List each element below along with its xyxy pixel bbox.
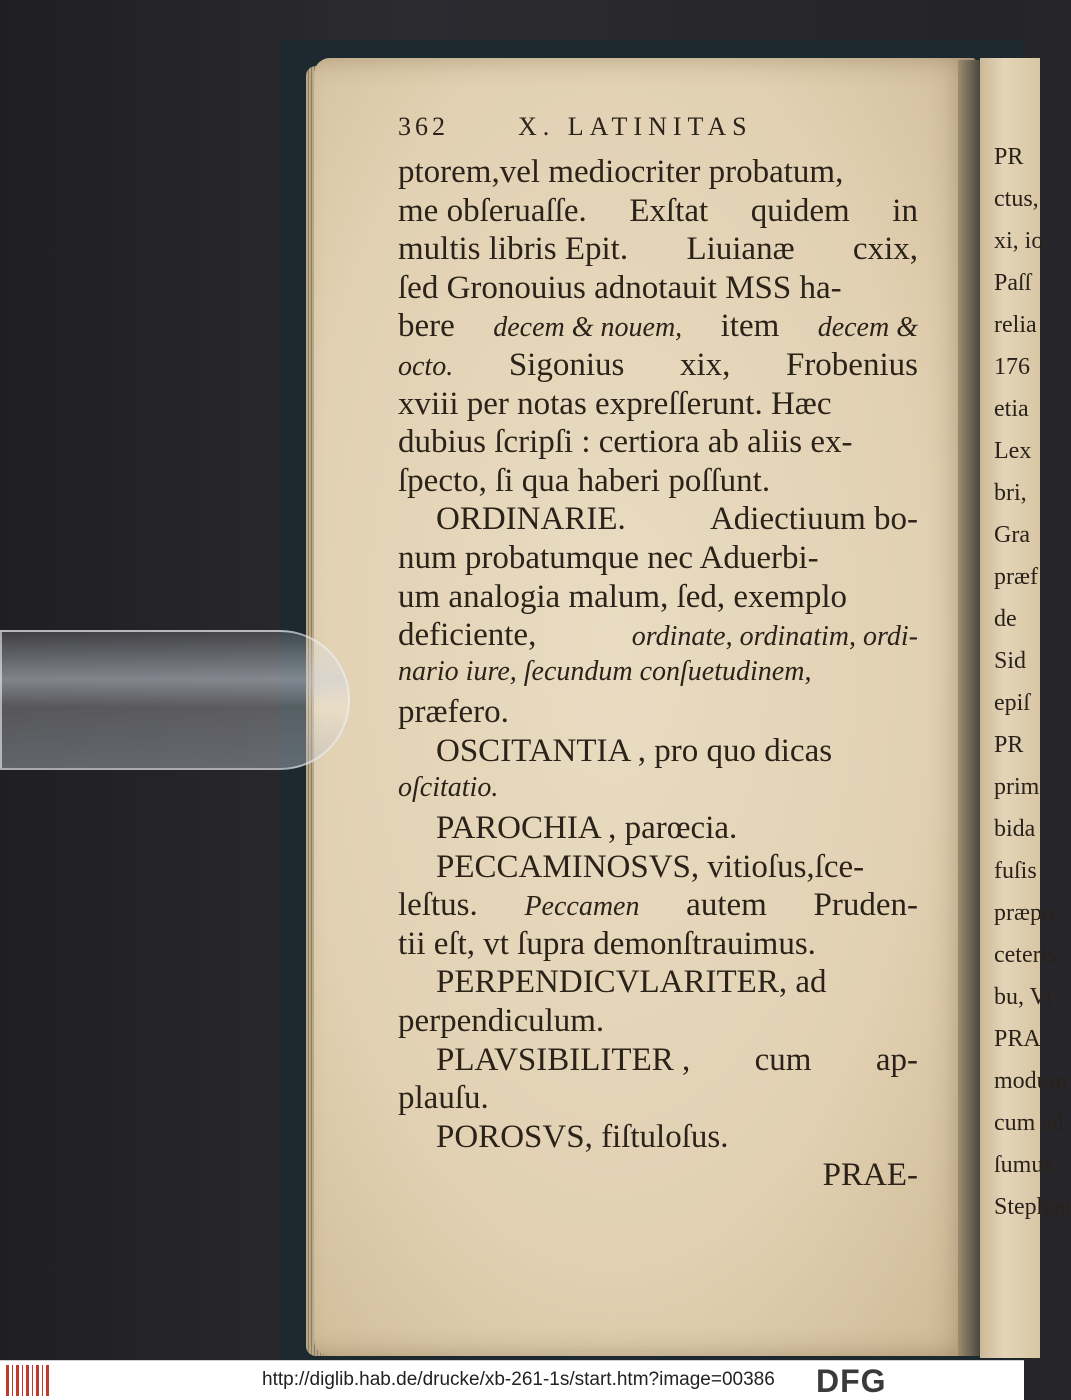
text-line <box>398 810 918 849</box>
facing-page-fragment: præf <box>994 564 1038 590</box>
text-segment: decem & <box>817 312 918 344</box>
text-line <box>398 501 918 540</box>
page-number: 362 <box>398 112 449 141</box>
facing-page-fragment: de <box>994 606 1017 632</box>
running-head <box>398 112 918 154</box>
text-segment: PAROCHIA , parœcia. <box>436 810 738 847</box>
text-segment: tii eſt, vt ſupra demonſtrauimus. <box>398 925 816 962</box>
text-segment: ap- <box>875 1041 918 1078</box>
text-segment: PRAE- <box>822 1157 918 1194</box>
text-line <box>398 424 918 463</box>
text-segment: ptorem,vel mediocriter probatum, <box>398 154 844 190</box>
text-segment: octo. <box>398 350 454 382</box>
text-segment: nario iure, ſecundum conſuetudinem, <box>398 655 812 687</box>
facing-page-fragment: Paſſ <box>994 270 1032 296</box>
facing-page-fragment: ceteris <box>994 942 1057 968</box>
text-segment: OSCITANTIA , pro quo dicas <box>436 732 833 769</box>
running-head-title: X. LATINITAS <box>518 112 753 141</box>
text-line <box>398 154 918 193</box>
text-segment: in <box>892 192 918 229</box>
text-segment: um analogia malum, ſed, exemplo <box>398 578 848 615</box>
text-segment: num probatumque nec Aduerbi- <box>398 539 819 576</box>
text-segment: Peccamen <box>524 891 640 923</box>
text-line <box>398 617 918 656</box>
text-segment: item <box>720 308 780 345</box>
facing-page-fragment: ſumus <box>994 1152 1053 1178</box>
facing-page-edge <box>980 58 1071 1358</box>
page-text <box>398 112 918 1196</box>
facing-page-fragment: relia <box>994 312 1037 338</box>
facing-page-fragment: bri, <box>994 480 1027 506</box>
text-segment: cum <box>754 1041 812 1078</box>
facing-page-fragment: etia <box>994 396 1029 422</box>
text-line <box>398 270 918 309</box>
viewer-footer <box>0 1360 1024 1400</box>
text-segment: deficiente, <box>398 617 537 654</box>
text-segment: autem <box>686 887 767 924</box>
text-segment: Sigonius <box>508 346 625 383</box>
text-segment: PECCAMINOSVS, vitioſus,ſce- <box>436 848 865 885</box>
text-segment: plauſu. <box>398 1080 489 1117</box>
facing-page-fragment: Lex <box>994 438 1032 464</box>
text-line <box>398 849 918 888</box>
text-segment: multis libris Epit. <box>398 231 629 268</box>
facing-page-fragment: ctus, <box>994 186 1039 212</box>
text-segment: oſcitatio. <box>398 771 499 803</box>
text-segment: bere <box>398 308 455 345</box>
text-segment: Adiectiuum bo- <box>709 501 918 538</box>
text-lines <box>398 154 918 1196</box>
text-segment: ſed Gronouius adnotauit MSS ha- <box>398 269 842 306</box>
text-line <box>398 1157 918 1196</box>
text-line <box>398 1003 918 1042</box>
text-line <box>398 733 918 772</box>
facing-page-fragment: Stephan <box>994 1194 1071 1220</box>
text-line <box>398 347 918 386</box>
text-segment: Exſtat <box>629 192 709 229</box>
text-segment: me obſeruaſſe. <box>398 192 587 229</box>
text-line <box>398 308 918 347</box>
text-line <box>398 694 918 733</box>
facing-page-fragment: fuſis <box>994 858 1037 884</box>
text-segment: Pruden- <box>813 887 918 924</box>
facing-page-fragment: Sid <box>994 648 1027 674</box>
text-segment: ordinate, ordinatim, ordi- <box>631 621 918 653</box>
text-segment: ſpecto, ſi qua haberi poſſunt. <box>398 462 771 499</box>
text-line <box>398 231 918 270</box>
glass-page-holder <box>0 630 350 770</box>
text-segment: cxix, <box>852 231 918 268</box>
text-line <box>398 579 918 618</box>
dfg-logo: DFG <box>816 1363 887 1399</box>
facing-page-fragment: PRA <box>994 1026 1041 1052</box>
facing-page-fragment: Gra <box>994 522 1030 548</box>
facing-page-fragment: cum ad <box>994 1110 1064 1136</box>
facing-page-fragment: xi, io <box>994 228 1044 254</box>
text-segment: xix, <box>679 346 731 383</box>
facing-page-fragment: bu, Vi <box>994 984 1053 1010</box>
text-segment: PERPENDICVLARITER, ad <box>436 964 827 1001</box>
facing-page-fragment: epiſ <box>994 690 1030 716</box>
text-line <box>398 1119 918 1158</box>
text-segment: dubius ſcripſi : certiora ab aliis ex- <box>398 424 853 461</box>
text-line <box>398 463 918 502</box>
facing-page-fragment: PR <box>994 732 1024 758</box>
barcode-icon <box>6 1365 52 1396</box>
text-line <box>398 887 918 926</box>
text-line <box>398 1080 918 1119</box>
text-line <box>398 964 918 1003</box>
text-line <box>398 926 918 965</box>
text-segment: ORDINARIE. <box>436 501 626 538</box>
text-line <box>398 1042 918 1081</box>
text-segment: decem & nouem, <box>493 312 683 344</box>
facing-page-fragment: modum <box>994 1068 1068 1094</box>
text-segment: PLAVSIBILITER , <box>436 1041 691 1078</box>
page-url[interactable]: http://diglib.hab.de/drucke/xb-261-1s/start.htm?image=00386 <box>262 1369 775 1390</box>
facing-page-fragment: prim <box>994 774 1040 800</box>
facing-page-fragment: PR <box>994 144 1024 170</box>
facing-page-fragment: bida <box>994 816 1036 842</box>
facing-page-fragment: præpo <box>994 900 1054 926</box>
text-line <box>398 656 918 695</box>
text-line <box>398 193 918 232</box>
text-line <box>398 540 918 579</box>
text-segment: præfero. <box>398 694 509 731</box>
text-line <box>398 386 918 425</box>
text-segment: xviii per notas expreſſerunt. Hæc <box>398 385 832 422</box>
text-segment: Liuianæ <box>686 231 795 268</box>
text-line <box>398 772 918 811</box>
text-segment: leſtus. <box>398 887 478 924</box>
text-segment: Frobenius <box>785 346 918 383</box>
facing-page-fragment: 176 <box>994 354 1030 380</box>
text-segment: perpendiculum. <box>398 1003 605 1040</box>
text-segment: POROSVS, fiſtuloſus. <box>436 1118 729 1155</box>
text-segment: quidem <box>750 192 850 229</box>
